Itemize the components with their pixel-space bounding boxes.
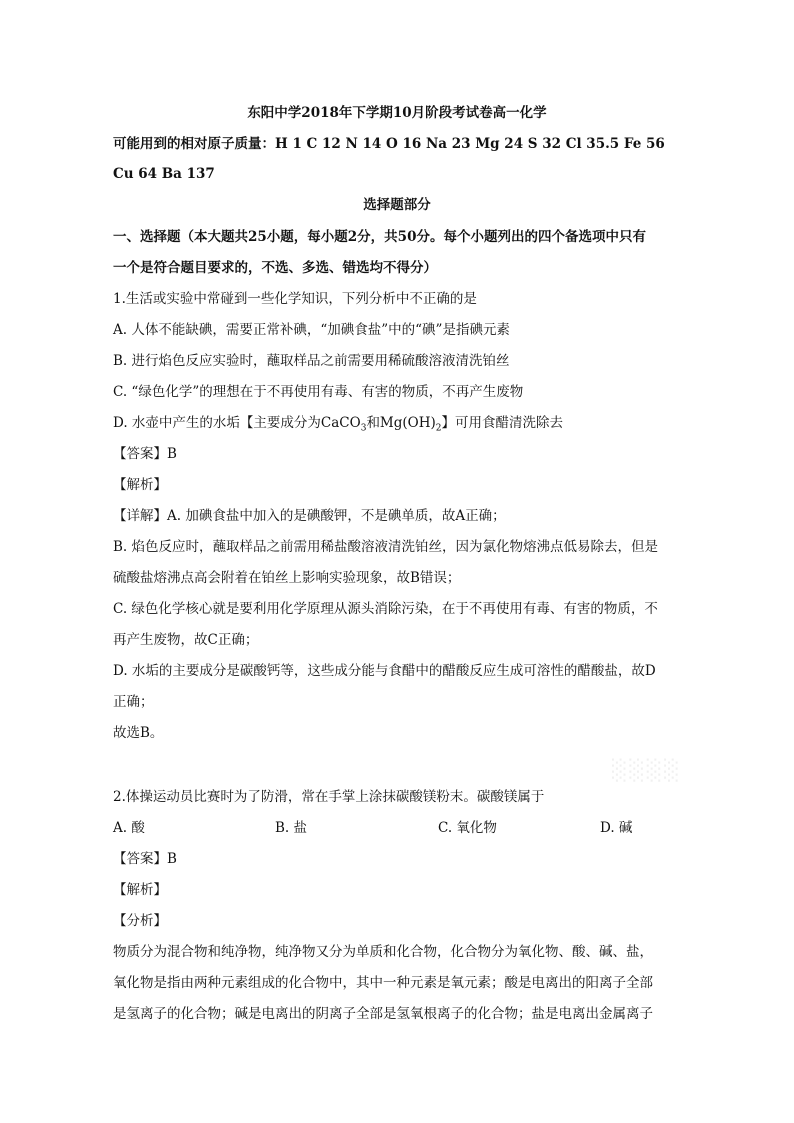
q1-detail-4a: D. 水垢的主要成分是碳酸钙等，这些成分能与食醋中的醋酸反应生成可溶性的醋酸盐，故D (113, 663, 656, 679)
watermark: ░░░░ (612, 758, 682, 782)
q2-option-b: B. 盐 (275, 820, 308, 836)
q1-option-a: A. 人体不能缺碘，需要正常补碘，“加碘食盐”中的“碘”是指碘元素 (113, 322, 510, 338)
q1-detail-2a: B. 焰色反应时，蘸取样品之前需用稀盐酸溶液清洗铂丝，因为氯化物熔沸点低易除去，但是 (113, 539, 659, 555)
q2-option-d: D. 碱 (600, 820, 633, 836)
exam-title: 东阳中学2018年下学期10月阶段考试卷高一化学 (247, 105, 547, 121)
q1-detail-2b: 硫酸盐熔沸点高会附着在铂丝上影响实验现象，故B错误； (113, 570, 461, 586)
atomic-mass-line-2: Cu 64 Ba 137 (113, 166, 215, 182)
q2-analysis-label: 【解析】 (113, 882, 167, 898)
q2-fenxi-1: 物质分为混合物和纯净物，纯净物又分为单质和化合物，化合物分为氧化物、酸、碱、盐， (113, 944, 653, 960)
section-instruction-1: 一、选择题（本大题共25小题，每小题2分，共50分。每个小题列出的四个备选项中只有 (113, 229, 646, 245)
q1-detail-3b: 再产生废物，故C正确； (113, 632, 259, 648)
q1-conclusion: 故选B。 (113, 725, 164, 741)
q2-fenxi-label: 【分析】 (113, 913, 167, 929)
q2-stem: 2.体操运动员比赛时为了防滑，常在手掌上涂抹碳酸镁粉末。碳酸镁属于 (113, 789, 545, 805)
atomic-mass-line-1: 可能用到的相对原子质量：H 1 C 12 N 14 O 16 Na 23 Mg 24 S 32 Cl 35.5 Fe 56 (113, 136, 665, 152)
q1-option-c: C. “绿色化学”的理想在于不再使用有毒、有害的物质，不再产生废物 (113, 384, 524, 400)
q2-fenxi-2: 氧化物是指由两种元素组成的化合物中，其中一种元素是氧元素；酸是电离出的阳离子全部 (113, 975, 653, 991)
q1-detail-3a: C. 绿色化学核心就是要利用化学原理从源头消除污染，在于不再使用有毒、有害的物质，不 (113, 601, 658, 617)
q1-option-d-sub-2: 2 (435, 423, 442, 434)
q1-option-d-sub-3: 3 (360, 423, 367, 434)
q1-detail-1: 【详解】A. 加碘食盐中加入的是碘酸钾，不是碘单质，故A正确； (113, 508, 506, 524)
q1-option-d-mid: 和Mg(OH) (366, 415, 436, 431)
q1-option-d (113, 413, 683, 433)
q2-answer: 【答案】B (113, 851, 177, 867)
q1-stem: 1.生活或实验中常碰到一些化学知识，下列分析中不正确的是 (113, 291, 477, 307)
q2-option-a: A. 酸 (113, 820, 145, 836)
section-instruction-2: 一个是符合题目要求的，不选、多选、错选均不得分） (113, 260, 437, 276)
q1-answer: 【答案】B (113, 446, 177, 462)
q1-option-d-pre: D. 水壶中产生的水垢【主要成分为CaCO (113, 415, 361, 431)
q1-detail-4b: 正确； (113, 694, 154, 710)
section-title: 选择题部分 (363, 197, 431, 213)
q1-option-b: B. 进行焰色反应实验时，蘸取样品之前需要用稀硫酸溶液清洗铂丝 (113, 353, 510, 369)
q1-option-d-post: 】可用食醋清洗除去 (441, 415, 564, 431)
q2-option-c: C. 氧化物 (438, 820, 497, 836)
q2-fenxi-3: 是氢离子的化合物；碱是电离出的阴离子全部是氢氧根离子的化合物；盐是电离出金属离子 (113, 1006, 653, 1022)
q1-analysis-label: 【解析】 (113, 477, 167, 493)
